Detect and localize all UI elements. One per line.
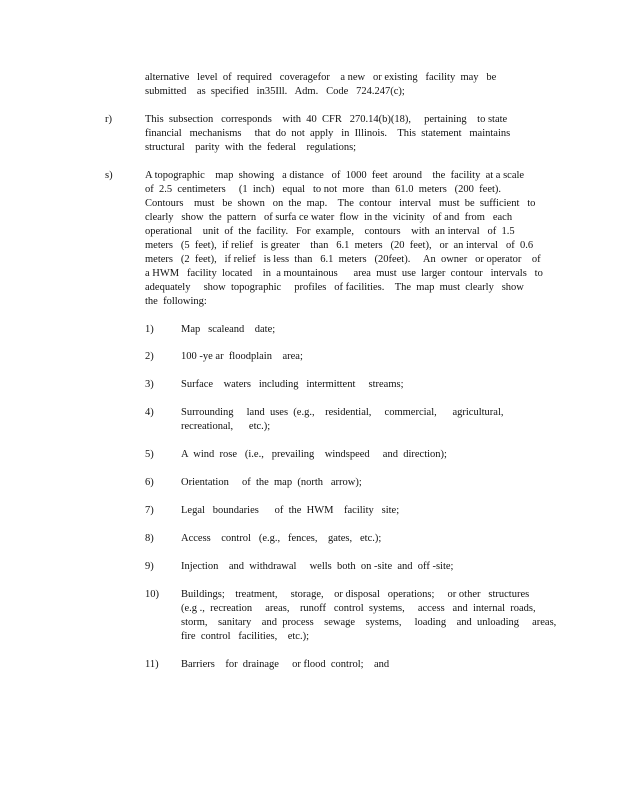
text-line: financial mechanisms that do not apply in Illinois. This statement maintains bbox=[145, 128, 511, 139]
list-item-continued: recreational, etc.); bbox=[181, 421, 271, 432]
list-item: Injection and withdrawal wells both on -site and off -site; bbox=[181, 561, 454, 572]
list-number: 4) bbox=[145, 407, 154, 418]
list-number: 5) bbox=[145, 449, 154, 460]
section-label: r) bbox=[105, 114, 112, 125]
list-number: 9) bbox=[145, 561, 154, 572]
text-line: a HWM facility located in a mountainous area must use larger contour intervals to bbox=[145, 268, 543, 279]
list-item-continued: (e.g ., recreation areas, runoff control systems, access and internal roads, bbox=[181, 603, 536, 614]
text-line: meters (2 feet), if relief is less than 6.1 meters (20feet). An owner or operator of bbox=[145, 254, 541, 265]
section-label: s) bbox=[105, 170, 113, 181]
text-line: This subsection corresponds with 40 CFR 270.14(b)(18), pertaining to state bbox=[145, 114, 508, 125]
list-item: A wind rose (i.e., prevailing windspeed and direction); bbox=[181, 449, 447, 460]
list-item: Orientation of the map (north arrow); bbox=[181, 477, 362, 488]
text-line: of 2.5 centimeters (1 inch) equal to not more than 61.0 meters (200 feet). bbox=[145, 184, 502, 195]
list-number: 8) bbox=[145, 533, 154, 544]
list-number: 2) bbox=[145, 351, 154, 362]
list-item: Surface waters including intermittent streams; bbox=[181, 379, 404, 390]
text-line: A topographic map showing a distance of 1000 feet around the facility at a scale bbox=[145, 170, 525, 181]
text-line: meters (5 feet), if relief is greater than 6.1 meters (20 feet), or an interval of 0.6 bbox=[145, 240, 534, 251]
text-line: submitted as specified in35Ill. Adm. Code 724.247(c); bbox=[145, 86, 405, 97]
list-item-continued: storm, sanitary and process sewage systems, loading and unloading areas, bbox=[181, 617, 557, 628]
text-line: structural parity with the federal regulations; bbox=[145, 142, 357, 153]
text-line: clearly show the pattern of surfa ce water flow in the vicinity of and from each bbox=[145, 212, 513, 223]
list-item: Buildings; treatment, storage, or disposal operations; or other structures bbox=[181, 589, 530, 600]
list-number: 6) bbox=[145, 477, 154, 488]
list-item: 100 -ye ar floodplain area; bbox=[181, 351, 303, 362]
list-item: Barriers for drainage or flood control; and bbox=[181, 659, 390, 670]
list-number: 7) bbox=[145, 505, 154, 516]
list-item: Access control (e.g., fences, gates, etc.); bbox=[181, 533, 382, 544]
text-line: adequately show topographic profiles of facilities. The map must clearly show bbox=[145, 282, 524, 293]
list-number: 1) bbox=[145, 324, 154, 335]
text-line: the following: bbox=[145, 296, 207, 307]
text-line: Contours must be shown on the map. The contour interval must be sufficient to bbox=[145, 198, 536, 209]
list-number: 10) bbox=[145, 589, 159, 600]
list-item: Legal boundaries of the HWM facility site; bbox=[181, 505, 400, 516]
list-number: 3) bbox=[145, 379, 154, 390]
list-number: 11) bbox=[145, 659, 159, 670]
list-item-continued: fire control facilities, etc.); bbox=[181, 631, 309, 642]
text-line: operational unit of the facility. For example, contours with an interval of 1.5 bbox=[145, 226, 515, 237]
list-item: Surrounding land uses (e.g., residential, commercial, agricultural, bbox=[181, 407, 504, 418]
text-line: alternative level of required coveragefor a new or existing facility may be bbox=[145, 72, 497, 83]
list-item: Map scaleand date; bbox=[181, 324, 276, 335]
